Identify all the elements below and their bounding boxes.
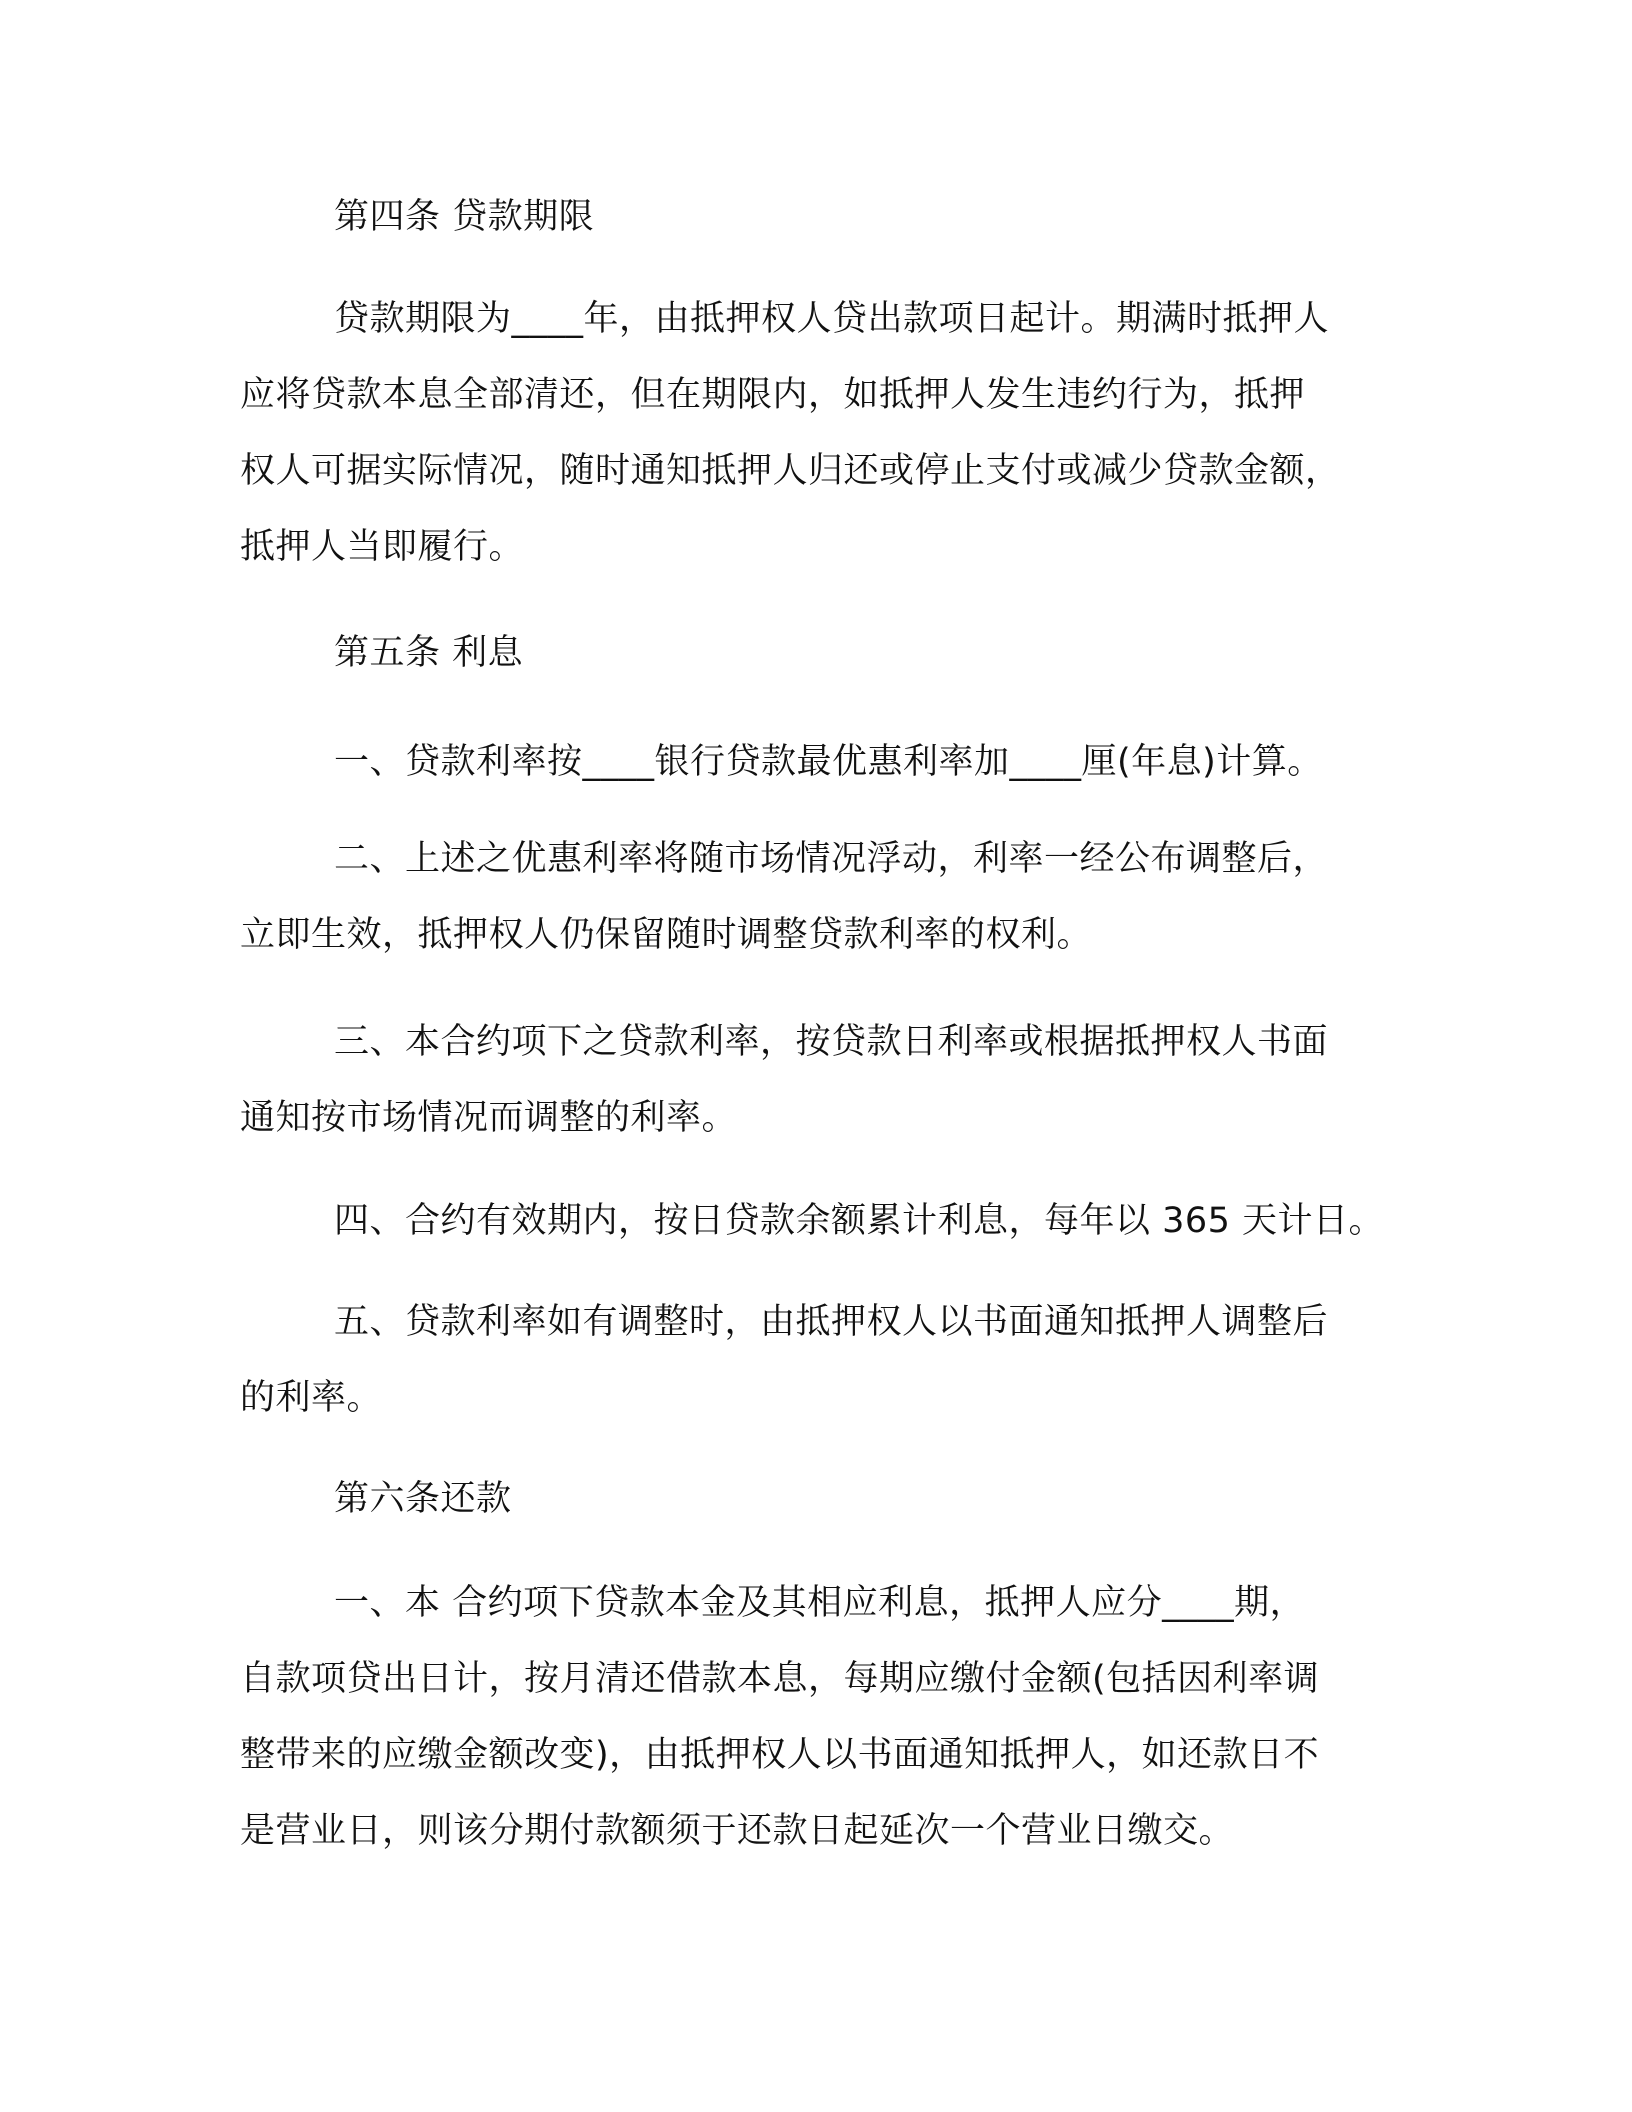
article-4-paragraph — [240, 281, 1440, 585]
article-5-item-3 — [240, 1004, 1440, 1156]
text-line: 自款项贷出日计，按月清还借款本息，每期应缴付金额(包括因利率调 — [240, 1659, 1320, 1699]
text-line: 的利率。 — [240, 1378, 383, 1418]
text-line: 是营业日，则该分期付款额须于还款日起延次一个营业日缴交。 — [240, 1811, 1235, 1851]
article-5-item-4 — [240, 1183, 1440, 1259]
text-line: 立即生效，抵押权人仍保留随时调整贷款利率的权利。 — [240, 915, 1093, 955]
text-line: 抵押人当即履行。 — [240, 527, 525, 567]
text-line: 五、贷款利率如有调整时，由抵押权人以书面通知抵押人调整后 — [334, 1302, 1329, 1342]
article-5-item-1 — [240, 724, 1440, 800]
text-line: 权人可据实际情况，随时通知抵押人归还或停止支付或减少贷款金额， — [240, 451, 1341, 491]
text-line: 三、本合约项下之贷款利率，按贷款日利率或根据抵押权人书面 — [334, 1022, 1329, 1062]
text-line: 一、本 合约项下贷款本金及其相应利息，抵押人应分____期， — [334, 1583, 1306, 1623]
article-5-item-2 — [240, 821, 1440, 973]
text-line: 通知按市场情况而调整的利率。 — [240, 1098, 738, 1138]
article-6-heading: 第六条还款 — [334, 1479, 512, 1519]
article-5-item-5 — [240, 1284, 1440, 1436]
article-6-item-1 — [240, 1565, 1440, 1869]
text-line: 四、合约有效期内，按日贷款余额累计利息，每年以 365 天计日。 — [334, 1201, 1385, 1241]
text-line: 贷款期限为____年，由抵押权人贷出款项日起计。期满时抵押人 — [334, 299, 1330, 339]
text-line: 整带来的应缴金额改变)，由抵押权人以书面通知抵押人，如还款日不 — [240, 1735, 1320, 1775]
text-line: 二、上述之优惠利率将随市场情况浮动，利率一经公布调整后， — [334, 839, 1329, 879]
article-4-heading: 第四条 贷款期限 — [334, 197, 595, 237]
text-line: 应将贷款本息全部清还，但在期限内，如抵押人发生违约行为，抵押 — [240, 375, 1306, 415]
article-5-heading: 第五条 利息 — [334, 633, 524, 673]
text-line: 一、贷款利率按____银行贷款最优惠利率加____厘(年息)计算。 — [334, 742, 1323, 782]
